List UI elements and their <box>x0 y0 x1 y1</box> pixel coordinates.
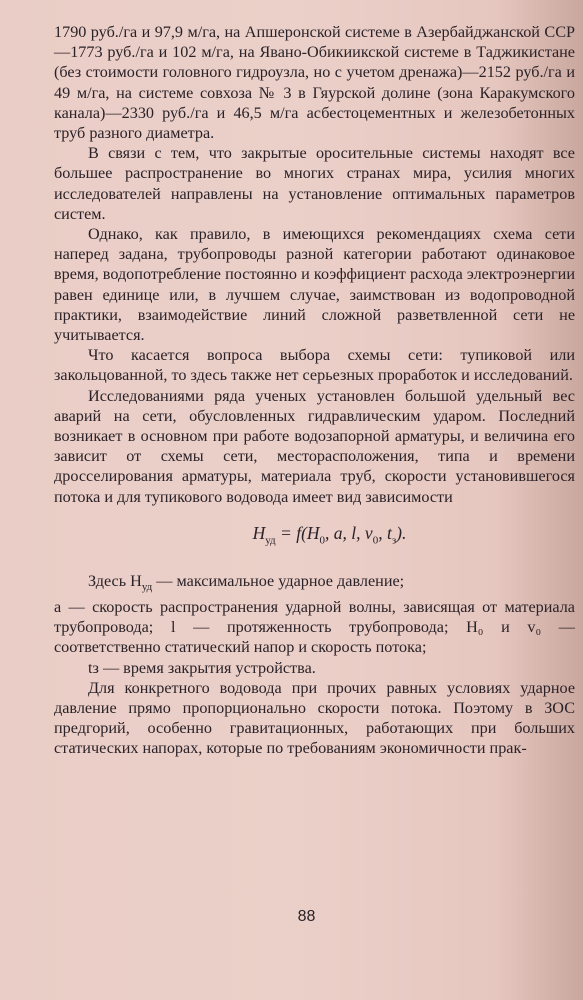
paragraph-cost-figures: 1790 руб./га и 97,9 м/га, на Апшеронской системе в Азербайджанской ССР —1773 руб./га и 102 м/га, на Явано-Обикиикской системе в Таджикистане (без стоимости головного гидроузла, но с учетом дренажа)—2152 руб./га и 49 м/га, на системе совхоза № 3 в Гяурской долине (зона Каракумского канала)—2330 руб./га и 46,5 м/га асбестоцементных и железобетонных труб разного диаметра. <box>54 23 575 143</box>
page-body <box>54 22 575 759</box>
definition-a-l-h0-v0: a — скорость распространения ударной волны, зависящая от материала трубопровода; l — протяженность трубопровода; H₀ и v₀ — соответственно статический напор и скорость потока; <box>54 598 575 657</box>
formula-sub-v0: 0 <box>372 534 379 547</box>
formula-water-hammer <box>54 523 575 551</box>
definition-tz: tз — время закрытия устройства. <box>88 658 316 677</box>
formula-sub-t: з <box>391 534 397 547</box>
page-number: 88 <box>297 908 316 925</box>
paragraph-network-scheme: Что касается вопроса выбора схемы сети: тупиковой или закольцованной, то здесь также нет серьезных проработок и исследований. <box>54 346 575 385</box>
paragraph-pipeline-velocity: Для конкретного водовода при прочих равных условиях ударное давление прямо пропорционально скорости потока. Поэтому в ЗОС предгорий, особенно гравитационных, работающих при больших статических напорах, которые по требованиям экономичности прак- <box>54 678 575 758</box>
definition-h-ud-sub: уд <box>141 580 153 593</box>
formula-rhs-open: = f(H <box>275 522 320 543</box>
formula-lhs: H <box>252 522 266 543</box>
definition-h-ud-text: — максимальное ударное давление; <box>152 571 405 590</box>
definition-h-ud-prefix: Здесь H <box>88 571 142 590</box>
formula-close: ). <box>396 522 407 543</box>
paragraph-closed-systems: В связи с тем, что закрытые оросительные системы находят все большее распространение во многих странах мира, усилия многих исследователей направлены на установление оптимальных параметров систем. <box>54 144 575 223</box>
paragraph-water-hammer: Исследованиями ряда ученых установлен большой удельный вес аварий на сети, обусловленных гидравлическим ударом. Последний возникает в основном при работе водозапорной арматуры, и величина его зависит от схемы сети, месторасположения, типа и времени дросселирования арматуры, материала труб, скорости установившегося потока и для тупикового водовода имеет вид зависимости <box>54 386 575 506</box>
formula-definitions <box>54 571 575 678</box>
formula-lhs-sub: уд <box>265 534 276 547</box>
definition-h-ud <box>54 571 575 597</box>
formula-mid: , a, l, v <box>325 522 373 543</box>
formula-sub-h0: 0 <box>319 534 326 547</box>
formula-mid2: , t <box>378 522 392 543</box>
paragraph-recommendations: Однако, как правило, в имеющихся рекомендациях схема сети наперед задана, трубопроводы разной категории работают одинаковое время, водопотребление постоянно и коэффициент расхода электроэнергии равен единице или, в лучшем случае, заимствован из водопроводной практики, взаимодействие линий сложной разветвленной сети не учитывается. <box>54 225 575 345</box>
